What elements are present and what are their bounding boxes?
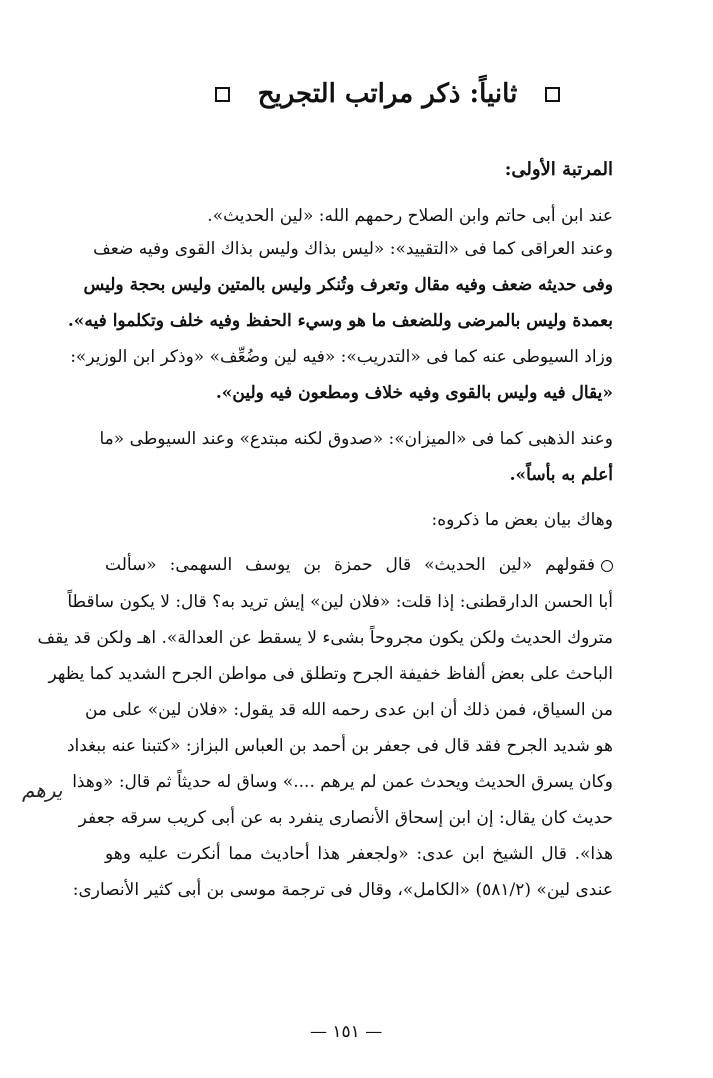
text-line: الباحث على بعض ألفاظ خفيفة الجرح وتطلق فى مواطن الجرح الشديد كما يظهر xyxy=(48,664,613,684)
text-line: هو شديد الجرح فقد قال فى جعفر بن أحمد بن العباس البزاز: «كتبنا عنه ببغداد xyxy=(66,736,613,756)
section-heading xyxy=(215,74,560,114)
text-line: بعمدة وليس بالمرضى وللضعف ما هو وسيء الحفظ وفيه خلف وتكلموا فيه». xyxy=(67,311,613,331)
circle-bullet-icon xyxy=(601,560,613,572)
text-line: متروك الحديث ولكن يكون مجروحاً بشىء لا يسقط عن العدالة». اهـ ولكن قد يقف xyxy=(37,628,613,648)
text-line: وهاك بيان بعض ما ذكروه: xyxy=(431,510,613,530)
text-line: «يقال فيه وليس بالقوى وفيه خلاف ومطعون فيه ولين». xyxy=(215,383,613,403)
text-line: وعند الذهبى كما فى «الميزان»: «صدوق لكنه مبتدع» وعند السيوطى «ما xyxy=(99,429,613,449)
text-line: فقولهم «لين الحديث» قال حمزة بن يوسف السهمى: «سألت xyxy=(105,553,613,577)
text-line: هذا». قال الشيخ ابن عدى: «ولجعفر هذا أحاديث مما أنكرت عليه وهو xyxy=(105,844,613,864)
text-line: حديث كان يقال: إن ابن إسحاق الأنصارى ينفرد به عن أبى كريب سرقه جعفر xyxy=(78,808,613,828)
heading-box-left xyxy=(215,87,230,102)
text-line: أبا الحسن الدارقطنى: إذا قلت: «فلان لين» إيش تريد به؟ قال: لا يكون ساقطاً xyxy=(67,592,613,612)
handwritten-margin-note: يرهم xyxy=(22,778,63,802)
text-line: أعلم به بأساً». xyxy=(509,465,613,485)
text-line: وزاد السيوطى عنه كما فى «التدريب»: «فيه لين وضُعِّف» «وذكر ابن الوزير»: xyxy=(70,347,613,367)
page-number: — ١٥١ — xyxy=(310,1022,383,1042)
text-line: عندى لين» (٥٨١/٢) «الكامل»، وقال فى ترجمة موسى بن أبى كثير الأنصارى: xyxy=(72,880,613,900)
text-line: وكان يسرق الحديث ويحدث عمن لم يرهم ....» وساق له حديثاً ثم قال: «وهذا xyxy=(72,772,613,792)
heading-box-right xyxy=(545,87,560,102)
text-line: وفى حديثه ضعف وفيه مقال وتعرف وتُنكر وليس بالمتين وليس بحجة وليس xyxy=(83,275,613,295)
text-line: من السياق، فمن ذلك أن ابن عدى رحمه الله قد يقول: «فلان لين» على من xyxy=(84,700,613,720)
text-line: عند ابن أبى حاتم وابن الصلاح رحمهم الله: «لين الحديث». xyxy=(207,206,613,226)
text-line: وعند العراقى كما فى «التقييد»: «ليس بذاك وليس بذاك القوى وفيه ضعف xyxy=(93,239,613,259)
rank-label: المرتبة الأولى: xyxy=(504,159,613,180)
heading-text: ثانياً: ذكر مراتب التجريح xyxy=(257,79,518,109)
